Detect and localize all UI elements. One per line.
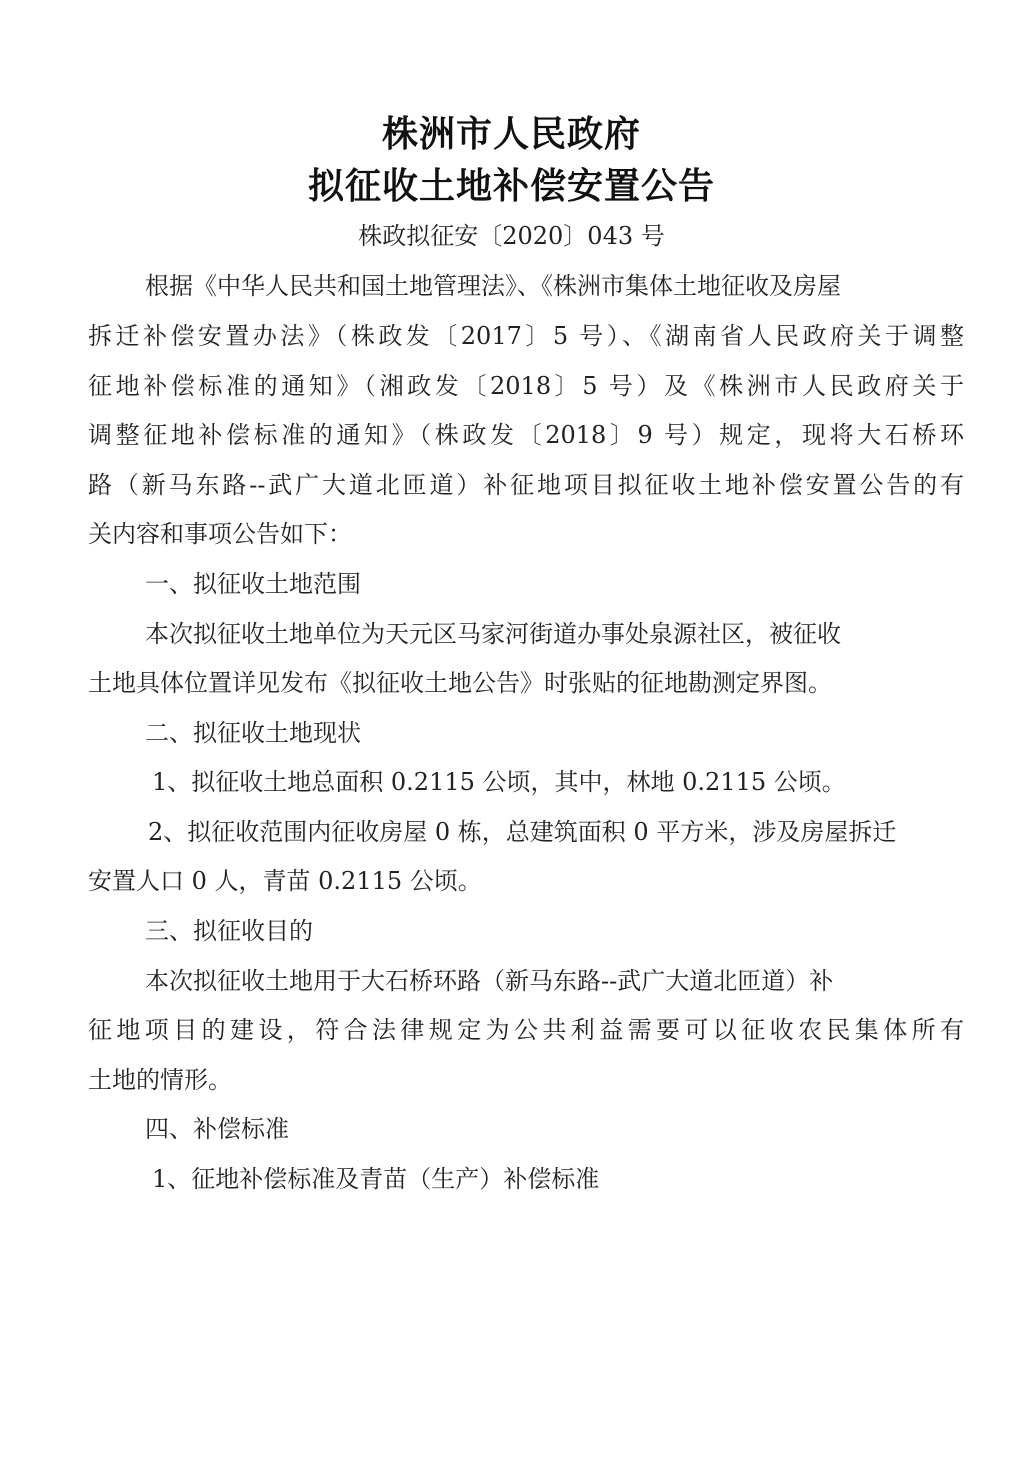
paragraph-line: 征地补偿标准的通知》（湘政发〔2018〕5 号）及《株洲市人民政府关于 (88, 372, 964, 400)
paragraph-line: 土地具体位置详见发布《拟征收土地公告》时张贴的征地勘测定界图。 (88, 669, 832, 697)
document-title: 拟征收土地补偿安置公告 (307, 166, 715, 207)
section-heading: 二、拟征收土地现状 (145, 719, 361, 747)
document-title-issuer: 株洲市人民政府 (381, 114, 641, 155)
section-heading: 一、拟征收土地范围 (145, 570, 361, 598)
list-item: 1、拟征收土地总面积 0.2115 公顷，其中，林地 0.2115 公顷。 (152, 768, 846, 796)
list-item: 1、征地补偿标准及青苗（生产）补偿标准 (152, 1165, 600, 1193)
paragraph-line: 安置人口 0 人，青苗 0.2115 公顷。 (88, 867, 482, 895)
section-heading: 三、拟征收目的 (145, 917, 313, 945)
list-item: 2、拟征收范围内征收房屋 0 栋，总建筑面积 0 平方米，涉及房屋拆迁 (148, 818, 897, 846)
paragraph-line: 关内容和事项公告如下： (88, 520, 352, 548)
paragraph-line: 本次拟征收土地单位为天元区马家河街道办事处泉源社区，被征收 (145, 620, 841, 648)
paragraph-line: 路（新马东路--武广大道北匝道）补征地项目拟征收土地补偿安置公告的有 (88, 471, 964, 499)
paragraph-line: 土地的情形。 (88, 1066, 232, 1094)
paragraph-line: 拆迁补偿安置办法》（株政发〔2017〕5 号）、《湖南省人民政府关于调整 (88, 322, 964, 350)
paragraph-line: 本次拟征收土地用于大石桥环路（新马东路--武广大道北匝道）补 (145, 967, 834, 995)
paragraph-line: 征地项目的建设，符合法律规定为公共利益需要可以征收农民集体所有 (88, 1016, 964, 1044)
section-heading: 四、补偿标准 (145, 1115, 289, 1143)
paragraph-line: 调整征地补偿标准的通知》（株政发〔2018〕9 号）规定，现将大石桥环 (88, 421, 964, 449)
paragraph-line: 根据《中华人民共和国土地管理法》、《株洲市集体土地征收及房屋 (145, 272, 841, 300)
document-number: 株政拟征安〔2020〕043 号 (358, 222, 665, 250)
